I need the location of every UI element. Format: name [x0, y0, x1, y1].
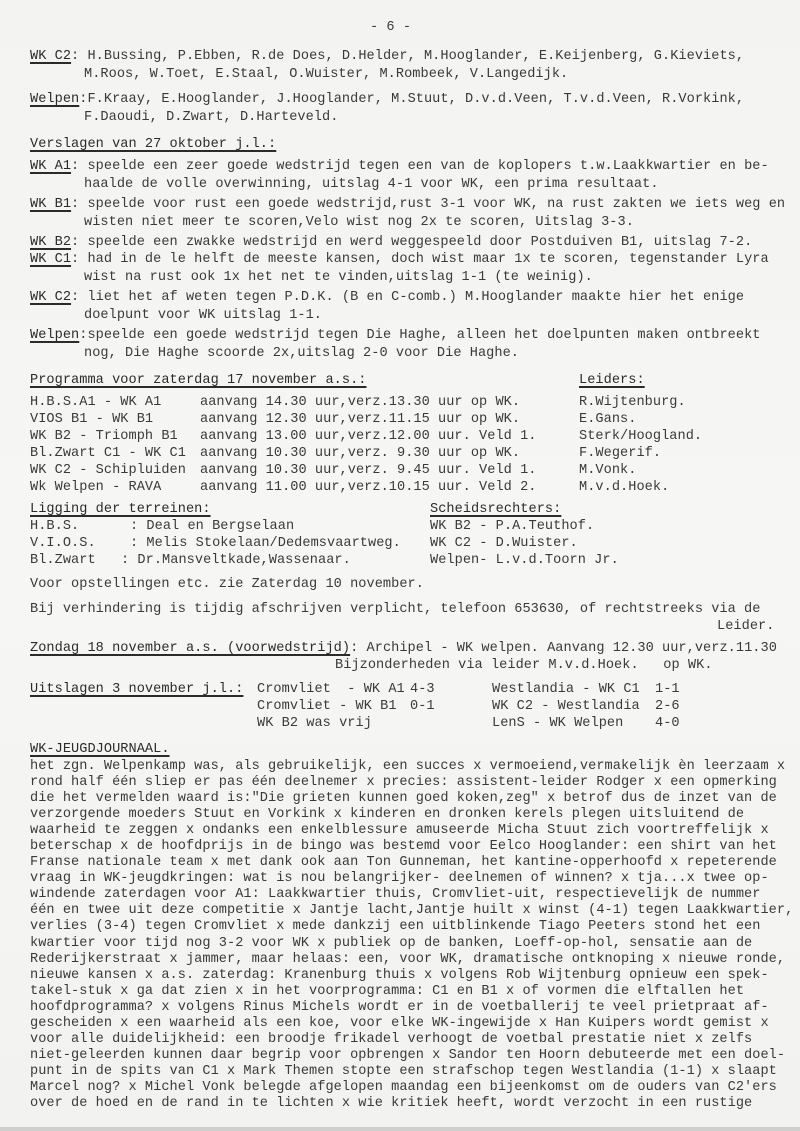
programme-leader: F.Wegerif. [579, 446, 662, 461]
journal-line: gescheiden x een waarheid als een koe, voor elke WK-ingewijde x Han Kuipers wordt gemist x [30, 1015, 769, 1031]
journal-line: waarheid te zeggen x ondanks een enkelblessure amuseerde Micha Stuut zich voortreffelijk x [30, 823, 769, 839]
programme-time: aanvang 10.30 uur,verz. 9.45 uur. Veld 1. [200, 463, 537, 478]
page-bottom-edge [0, 1127, 800, 1131]
roster-welpen: Welpen:F.Kraay, E.Hooglander, J.Hooglander, M.Stuut, D.v.d.Veen, T.v.d.Veen, R.Vorkink, [30, 92, 745, 107]
roster-label: Welpen [30, 92, 80, 107]
journal-line: takel-stuk x ga dat zien x in het voorprogramma: C1 en B1 x of vormen die elftallen het [30, 983, 745, 999]
roster-line: F.Daoudi, D.Zwart, D.Harteveld. [84, 110, 339, 125]
journal-line: over de hoed en de rand in te lichten x wie kritiek heeft, wordt verzocht in een rustige [30, 1096, 753, 1111]
programme-match: Wk Welpen - RAVA [30, 480, 162, 495]
programme-leader: M.Vonk. [579, 463, 637, 478]
result-score: 4-0 [655, 716, 680, 731]
programme-leader: R.Wijtenburg. [579, 395, 686, 410]
programme-leader: Sterk/Hoogland. [579, 429, 703, 444]
programme-match: Bl.Zwart C1 - WK C1 [30, 446, 186, 461]
ground-club: V.I.O.S. [30, 536, 96, 551]
roster-wk-c2: WK C2: H.Bussing, P.Ebben, R.de Does, D.Helder, M.Hooglander, E.Keijenberg, G.Kieviets, [30, 49, 745, 64]
journal-line: niet-geleerden kunnen daar begrip voor opbrengen x Sandor ten Hoorn debuteerde met een doel- [30, 1047, 786, 1063]
programme-time: aanvang 14.30 uur,verz.13.30 uur op WK. [200, 395, 521, 410]
journal-line: verlies (3-4) tegen Cromvliet x mede dankzij een uitblinkende Tiago Peeters stond het een [30, 919, 761, 935]
results-heading: Uitslagen 3 november j.l.: [30, 682, 244, 697]
report-line: nog, Die Haghe scoorde 2x,uitslag 2-0 voor Die Haghe. [84, 346, 520, 361]
programme-time: aanvang 12.30 uur,verz.11.15 uur op WK. [200, 412, 521, 427]
journal-line: vraag in WK-jeugdkringen: wat is nou belangrijker- deelnemen of winnen? x tja...x twee op- [30, 871, 769, 887]
result-match: Cromvliet - WK B1 [257, 699, 397, 714]
result-score: 4-3 [410, 682, 435, 697]
journal-line: het zgn. Welpenkamp was, als gebruikelijk, een succes x vermoeiend,vermakelijk èn leerzaam x [30, 759, 786, 774]
result-match: Cromvliet - WK A1 [257, 682, 405, 697]
report-wk-a1: WK A1: speelde een zeer goede wedstrijd tegen een van de koplopers t.w.Laakkwartier en be- [30, 159, 769, 174]
journal-line: voor alle duidelijkheid: een broodje frikadel verhoogt de voetbal prestatie niet x zelfs [30, 1031, 753, 1047]
journal-line: kwartier voor tijd nog 3-2 voor WK x publiek op de banken, Loeff-op-hol, sensatie aan de [30, 935, 753, 951]
absence-note-cont: Leider. [717, 619, 775, 634]
roster-line: M.Roos, W.Toet, E.Staal, O.Wuister, M.Rombeek, V.Langedijk. [84, 67, 569, 82]
programme-leader: M.v.d.Hoek. [579, 480, 670, 495]
programme-leader: E.Gans. [579, 412, 637, 427]
sunday-details: Bijzonderheden via leider M.v.d.Hoek. op WK. [335, 658, 713, 673]
sunday-match: Zondag 18 november a.s. (voorwedstrijd): Archipel - WK welpen. Aanvang 12.30 uur,verz.11.30 [30, 641, 777, 656]
journal-line: nieuwe kansen x a.s. zaterdag: Kranenburg thuis x volgens Rob Wijtenburg opnieuw een spek- [30, 967, 769, 983]
programme-match: VIOS B1 - WK B1 [30, 412, 154, 427]
report-line: doelpunt voor WK uitslag 1-1. [84, 308, 323, 323]
page-number: - 6 - [370, 20, 412, 35]
journal-heading: WK-JEUGDJOURNAAL. [30, 742, 170, 757]
programme-match: WK B2 - Triomph B1 [30, 429, 178, 444]
journal-line: beterschap x de hoofdprijs in de bingo was bestemd voor Eelco Hooglander: een shirt van het [30, 839, 777, 855]
programme-heading: Programma voor zaterdag 17 november a.s.: [30, 373, 367, 388]
result-score: 2-6 [655, 699, 680, 714]
journal-line: één en twee uit deze competitie x Jantje lacht,Jantje huilt x winst (4-1) tegen Laakkwartier, [30, 903, 794, 919]
programme-time: aanvang 13.00 uur,verz.12.00 uur. Veld 1. [200, 429, 537, 444]
referee-item: WK B2 - P.A.Teuthof. [430, 519, 595, 534]
roster-line: F.Kraay, E.Hooglander, J.Hooglander, M.Stuut, D.v.d.Veen, T.v.d.Veen, R.Vorkink, [87, 92, 745, 107]
result-score: 1-1 [655, 682, 680, 697]
journal-line: punt in de spits van C1 x Mark Themen stopte een strafschop tegen Westlandia (1-1) x slaapt [30, 1063, 777, 1079]
leaders-heading: Leiders: [579, 373, 645, 388]
ground-address: : Melis Stokelaan/Dedemsvaartweg. [130, 536, 401, 551]
ground-club: Bl.Zwart [30, 553, 96, 568]
result-match: Westlandia - WK C1 [492, 682, 640, 697]
programme-time: aanvang 10.30 uur,verz. 9.30 uur op WK. [200, 446, 521, 461]
programme-match: H.B.S.A1 - WK A1 [30, 395, 162, 410]
report-wk-c1: WK C1: had in de le helft de meeste kansen, doch wist maar 1x te scoren, tegenstander Lyra [30, 252, 769, 267]
grounds-heading: Ligging der terreinen: [30, 502, 211, 517]
journal-line: hoofdprogramma? x volgens Rinus Michels wordt er in de voetballerij te veel prietpraat af- [30, 999, 769, 1015]
journal-line: Marcel nog? x Michel Vonk belegde afgelopen maandag een bijeenkomst om de ouders van C2'ers [30, 1079, 777, 1095]
report-line: wisten niet meer te scoren,Velo wist nog 2x te scoren, Uitslag 3-3. [84, 215, 634, 230]
result-score: 0-1 [410, 699, 435, 714]
result-match: WK B2 was vrij [257, 716, 372, 731]
referee-item: Welpen- L.v.d.Toorn Jr. [430, 553, 619, 568]
programme-match: WK C2 - Schipluiden [30, 463, 186, 478]
referees-heading: Scheidsrechters: [430, 502, 562, 517]
report-wk-b1: WK B1: speelde voor rust een goede wedstrijd,rust 3-1 voor WK, na rust zakten we iets weg en [30, 197, 786, 212]
absence-note: Bij verhindering is tijdig afschrijven verplicht, telefoon 653630, of rechtstreeks via de [30, 602, 761, 617]
referee-item: WK C2 - D.Wuister. [430, 536, 578, 551]
report-line: wist na rust ook 1x het net te vinden,uitslag 1-1 (te weinig). [84, 270, 593, 285]
report-line: haalde de volle overwinning, uitslag 4-1 voor WK, een prima resultaat. [84, 177, 659, 192]
report-wk-b2: WK B2: speelde een zwakke wedstrijd en werd weggespeeld door Postduiven B1, uitslag 7-2. [30, 235, 753, 250]
result-match: LenS - WK Welpen [492, 716, 624, 731]
result-match: WK C2 - Westlandia [492, 699, 640, 714]
report-wk-c2: WK C2: liet het af weten tegen P.D.K. (B en C-comb.) M.Hooglander maakte hier het enige [30, 290, 745, 305]
reports-heading: Verslagen van 27 oktober j.l.: [30, 137, 277, 152]
journal-line: Rederijkerstraat x jammer, maar helaas: een, voor WK, dramatische ontknoping x nieuwe ronde, [30, 951, 786, 967]
report-welpen: Welpen:speelde een goede wedstrijd tegen Die Haghe, alleen het doelpunten maken ontbreekt [30, 328, 761, 343]
journal-line: Franse nationale team x met dank ook aan Ton Gunneman, het kantine-opperhoofd x repeterende [30, 855, 777, 871]
ground-club: H.B.S. [30, 519, 80, 534]
sunday-heading: Zondag 18 november a.s. (voorwedstrijd) [30, 641, 351, 656]
lineups-note: Voor opstellingen etc. zie Zaterdag 10 november. [30, 577, 424, 592]
programme-time: aanvang 11.00 uur,verz.10.15 uur. Veld 2. [200, 480, 537, 495]
roster-line: H.Bussing, P.Ebben, R.de Does, D.Helder, M.Hooglander, E.Keijenberg, G.Kieviets, [87, 49, 745, 64]
journal-line: windende zaterdagen voor A1: Laakkwartier thuis, Cromvliet-uit, respectievelijk de nummer [30, 887, 761, 903]
journal-line: die het vermelden waard is:"Die grieten kunnen goed koken,zeg" x betrof dus de inzet van de [30, 791, 777, 807]
journal-line: rond half één sliep er pas één deelnemer x precies: assistent-leider Rodger x een opmerking [30, 775, 777, 791]
journal-line: verzorgende moeders Stuut en Vorkink x kinderen en dronken kerels plegen uitsluitend de [30, 807, 745, 823]
ground-address: : Deal en Bergselaan [130, 519, 295, 534]
ground-address: : Dr.Mansveltkade,Wassenaar. [121, 553, 351, 568]
roster-label: WK C2 [30, 49, 72, 64]
